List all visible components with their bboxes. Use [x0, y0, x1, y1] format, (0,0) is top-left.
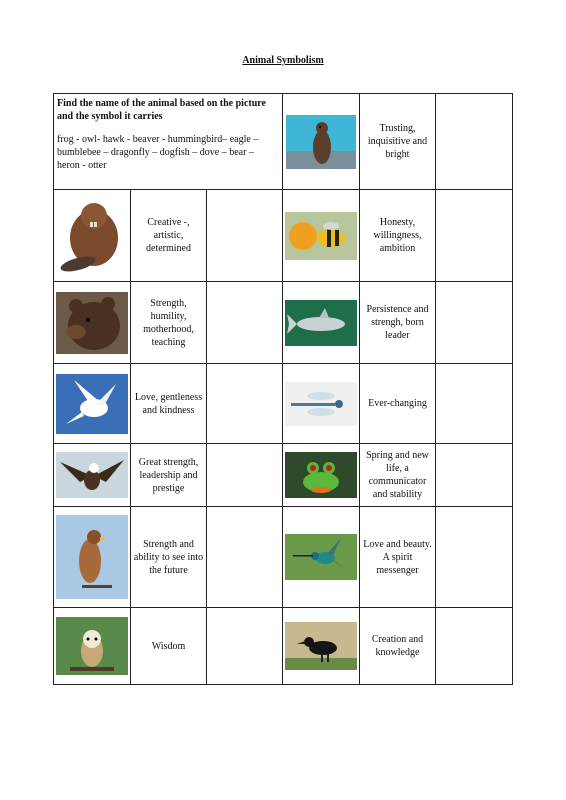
symbol-cell: Wisdom [131, 608, 207, 685]
image-cell [54, 364, 131, 444]
table-row [54, 94, 513, 190]
answer-cell[interactable] [207, 364, 283, 444]
table-row [54, 444, 513, 507]
dragonfly-photo-icon [285, 382, 357, 426]
image-cell [283, 282, 360, 364]
table-row [54, 282, 513, 364]
bear-photo-icon [56, 292, 128, 354]
answer-cell[interactable] [436, 608, 513, 685]
instructions-question: Find the name of the animal based on the picture and the symbol it carries [57, 98, 266, 122]
symbol-cell: Love, gentleness and kindness [131, 364, 207, 444]
hawk-photo-icon [56, 515, 128, 599]
image-cell [54, 190, 131, 282]
image-cell [283, 608, 360, 685]
symbol-cell: Creative -, artistic, determined [131, 190, 207, 282]
answer-cell[interactable] [207, 608, 283, 685]
beaver-photo-icon [56, 198, 128, 274]
hummingbird-photo-icon [285, 534, 357, 580]
symbol-cell: Honesty, willingness, ambition [360, 190, 436, 282]
table-row [54, 190, 513, 282]
frog-photo-icon [285, 452, 357, 498]
symbol-cell: Love and beauty. A spirit messenger [360, 507, 436, 608]
instructions-cell [54, 94, 283, 190]
symbol-cell: Strength, humility, motherhood, teaching [131, 282, 207, 364]
symbol-cell: Creation and knowledge [360, 608, 436, 685]
heron-photo-icon [285, 622, 357, 670]
answer-cell[interactable] [436, 94, 513, 190]
dogfish-photo-icon [285, 300, 357, 346]
image-cell [54, 608, 131, 685]
symbol-cell: Persistence and strengh, born leader [360, 282, 436, 364]
image-cell [283, 507, 360, 608]
symbol-cell: Great strength, leadership and prestige [131, 444, 207, 507]
answer-cell[interactable] [207, 282, 283, 364]
symbol-cell: Ever-changing [360, 364, 436, 444]
answer-cell[interactable] [436, 444, 513, 507]
answer-cell[interactable] [436, 282, 513, 364]
bumblebee-photo-icon [285, 212, 357, 260]
table-row [54, 507, 513, 608]
eagle-photo-icon [56, 452, 128, 498]
owl-photo-icon [56, 617, 128, 675]
table-row [54, 608, 513, 685]
symbol-cell: Trusting, inquisitive and bright [360, 94, 436, 190]
answer-cell[interactable] [436, 190, 513, 282]
image-cell [54, 444, 131, 507]
image-cell [54, 282, 131, 364]
image-cell [54, 507, 131, 608]
animal-symbolism-table [53, 93, 513, 685]
answer-cell[interactable] [436, 507, 513, 608]
image-cell [283, 190, 360, 282]
image-cell [283, 444, 360, 507]
answer-cell[interactable] [207, 507, 283, 608]
answer-cell[interactable] [436, 364, 513, 444]
table-row [54, 364, 513, 444]
animal-word-list: frog - owl- hawk - beaver - hummingbird– eagle – bumblebee – dragonfly – dogfish – dove – bear – heron - otter [57, 134, 259, 171]
symbol-cell: Spring and new life, a communicator and stability [360, 444, 436, 507]
image-cell [283, 94, 360, 190]
image-cell [283, 364, 360, 444]
answer-cell[interactable] [207, 190, 283, 282]
symbol-cell: Strength and ability to see into the future [131, 507, 207, 608]
dove-photo-icon [56, 374, 128, 434]
page-title: Animal Symbolism [242, 55, 324, 66]
answer-cell[interactable] [207, 444, 283, 507]
otter-photo-icon [286, 115, 356, 169]
